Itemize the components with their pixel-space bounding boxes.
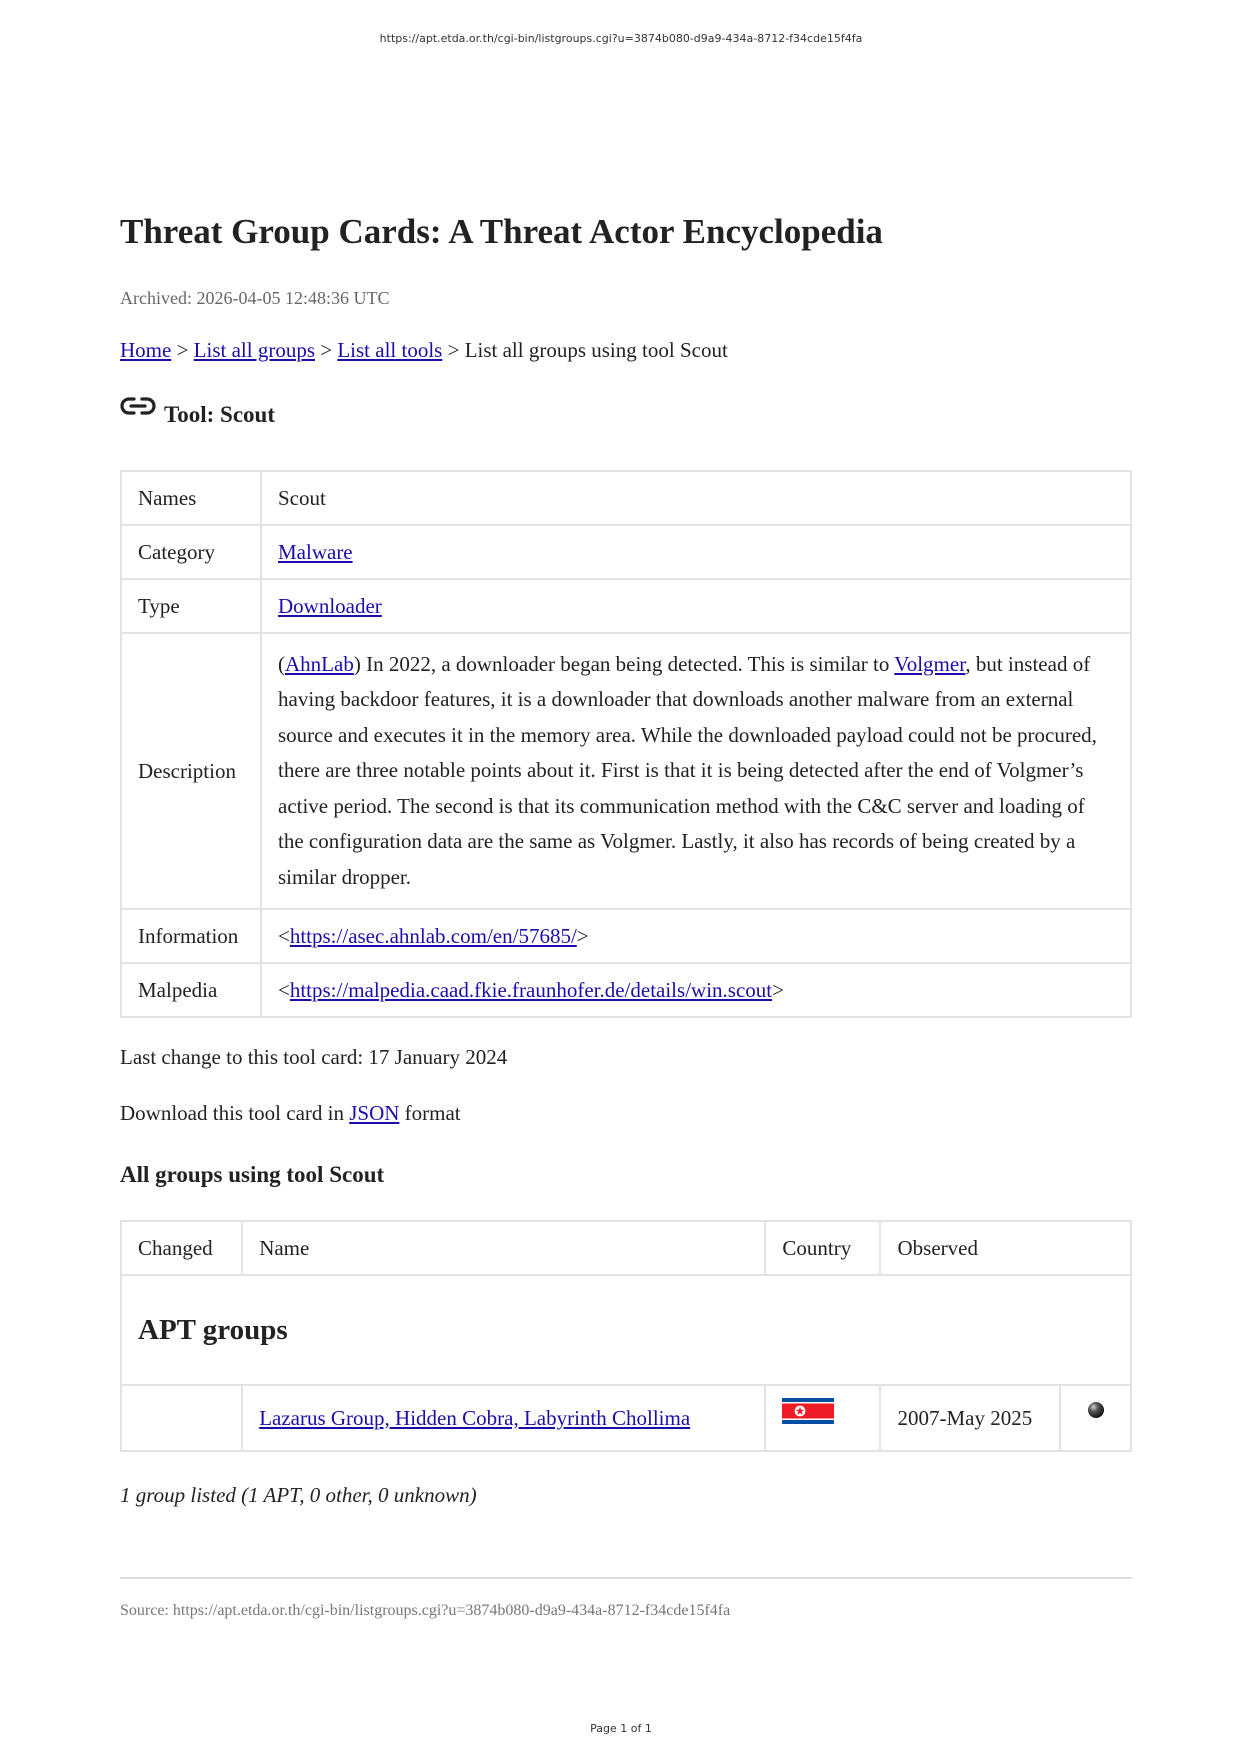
tool-heading bbox=[120, 402, 275, 428]
groups-summary: 1 group listed (1 APT, 0 other, 0 unknown) bbox=[120, 1483, 477, 1507]
link-icon bbox=[120, 394, 156, 418]
page-url-header: https://apt.etda.or.th/cgi-bin/listgroups.cgi?u=3874b080-d9a9-434a-8712-f34cde15f4fa bbox=[379, 32, 863, 45]
source-url: Source: https://apt.etda.or.th/cgi-bin/listgroups.cgi?u=3874b080-d9a9-434a-8712-f34cde15f4fa bbox=[120, 1602, 731, 1619]
tool-heading-text: Tool: Scout bbox=[164, 402, 275, 427]
page-number: Page 1 of 1 bbox=[590, 1722, 652, 1735]
info-label: Malpedia bbox=[121, 963, 261, 1017]
breadcrumb-separator: > bbox=[320, 338, 333, 362]
cell-changed bbox=[121, 1385, 242, 1451]
info-value-information bbox=[261, 909, 1131, 963]
section-title: APT groups bbox=[121, 1275, 1131, 1385]
info-label: Type bbox=[121, 579, 261, 633]
info-label: Names bbox=[121, 471, 261, 525]
description-part-2: , but instead of having backdoor features, it is a downloader that downloads another malware from an external source and executes it in the memory area. While the downloaded payload could not be procured, there are three notable points about it. First is that it is being detected after the end of Volgmer’s active period. The second is that its communication method with the C&C server and loading of the configuration data are the same as Volgmer. Lastly, it also has records of being created by a similar dropper. bbox=[278, 652, 1097, 889]
info-row-description bbox=[121, 633, 1131, 909]
malpedia-link[interactable]: https://malpedia.caad.fkie.fraunhofer.de/details/win.scout bbox=[289, 977, 773, 1002]
header-name: Name bbox=[242, 1221, 765, 1275]
tool-info-table bbox=[120, 470, 1132, 1018]
info-label: Category bbox=[121, 525, 261, 579]
divider bbox=[120, 1577, 1132, 1579]
breadcrumb-separator: > bbox=[176, 338, 189, 362]
breadcrumb-tools-link[interactable]: List all tools bbox=[337, 338, 443, 362]
breadcrumb-separator: > bbox=[447, 338, 460, 362]
cell-observed: 2007-May 2025 bbox=[880, 1385, 1060, 1451]
cell-country bbox=[765, 1385, 880, 1451]
ahnlab-source-link[interactable]: AhnLab bbox=[285, 652, 354, 677]
angle-open: < bbox=[278, 923, 290, 948]
last-change-text: Last change to this tool card: 17 January 2024 bbox=[120, 1045, 508, 1069]
north-korea-flag-icon bbox=[782, 1398, 834, 1424]
angle-open: < bbox=[278, 977, 290, 1002]
archived-timestamp: Archived: 2026-04-05 12:48:36 UTC bbox=[120, 288, 390, 308]
angle-close: > bbox=[772, 977, 784, 1002]
table-row bbox=[121, 1385, 1131, 1451]
download-prefix: Download this tool card in bbox=[120, 1101, 350, 1125]
cell-marker bbox=[1060, 1385, 1131, 1451]
category-malware-link[interactable]: Malware bbox=[278, 539, 353, 564]
download-suffix: format bbox=[399, 1101, 461, 1125]
info-row-malpedia bbox=[121, 963, 1131, 1017]
breadcrumb-groups-link[interactable]: List all groups bbox=[193, 338, 315, 362]
info-label: Description bbox=[121, 633, 261, 909]
breadcrumb-home-link[interactable]: Home bbox=[120, 338, 172, 362]
download-line bbox=[120, 1101, 461, 1126]
info-label: Information bbox=[121, 909, 261, 963]
groups-table bbox=[120, 1220, 1132, 1452]
header-observed: Observed bbox=[880, 1221, 1131, 1275]
info-row-names bbox=[121, 471, 1131, 525]
cell-name bbox=[242, 1385, 765, 1451]
type-downloader-link[interactable]: Downloader bbox=[278, 593, 382, 618]
info-row-category bbox=[121, 525, 1131, 579]
header-changed: Changed bbox=[121, 1221, 242, 1275]
lazarus-group-link[interactable]: Lazarus Group, Hidden Cobra, Labyrinth Chollima bbox=[259, 1405, 691, 1430]
json-download-link[interactable]: JSON bbox=[349, 1101, 400, 1125]
groups-table-header bbox=[121, 1221, 1131, 1275]
description-part-1: ) In 2022, a downloader began being detected. This is similar to bbox=[353, 652, 895, 677]
header-country: Country bbox=[765, 1221, 880, 1275]
breadcrumb-current: List all groups using tool Scout bbox=[464, 338, 728, 362]
info-value-malpedia bbox=[261, 963, 1131, 1017]
info-row-information bbox=[121, 909, 1131, 963]
info-value-category bbox=[261, 525, 1131, 579]
breadcrumb bbox=[120, 338, 728, 363]
description-text bbox=[261, 633, 1131, 909]
groups-heading: All groups using tool Scout bbox=[120, 1162, 385, 1187]
black-sphere-icon bbox=[1087, 1401, 1105, 1419]
ahnlab-article-link[interactable]: https://asec.ahnlab.com/en/57685/ bbox=[289, 923, 577, 948]
info-row-type bbox=[121, 579, 1131, 633]
section-row bbox=[121, 1275, 1131, 1385]
angle-close: > bbox=[576, 923, 589, 948]
page-title: Threat Group Cards: A Threat Actor Encyclopedia bbox=[120, 212, 883, 251]
info-value-type bbox=[261, 579, 1131, 633]
volgmer-link[interactable]: Volgmer bbox=[894, 652, 966, 677]
info-value-names: Scout bbox=[261, 471, 1131, 525]
description-open-paren: ( bbox=[278, 652, 285, 677]
